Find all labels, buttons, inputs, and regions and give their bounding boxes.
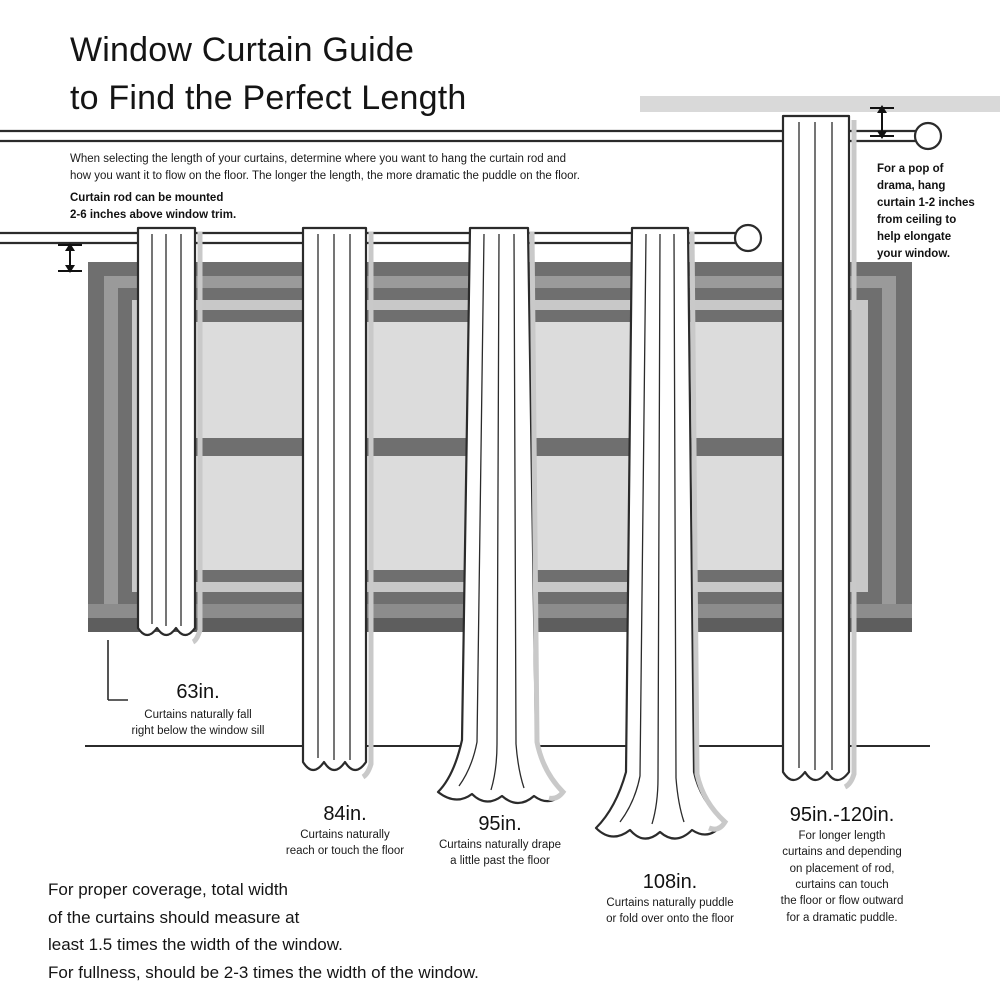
curtain-panel-63 [138,228,200,642]
rod-finial-top [915,123,941,149]
rod-mount-note: Curtain rod can be mounted 2-6 inches above window trim. [70,192,237,222]
ceiling-drama-note: For a pop of drama, hang curtain 1-2 inches from ceiling to help elongate your window. [877,163,975,261]
measurement-label-108: 108in. [642,871,698,893]
curtain-panel-84 [303,228,371,777]
measurement-desc-84: Curtains naturally reach or touch the floor [285,829,405,858]
measurement-desc-95: Curtains naturally drape a little past the floor [438,839,562,868]
measurement-label-95-120: 95in.-120in. [789,804,895,826]
curtain-panel-95-120 [783,116,854,787]
intro-paragraph: When selecting the length of your curtains, determine where you want to hang the curtain rod and how you want it to flow on the floor. The longer the length, the more dramatic the puddle on the floor. [70,153,580,183]
rod-height-arrow [58,243,82,273]
footer-note: For proper coverage, total width of the curtains should measure at least 1.5 times the width of the window. For fullness, should be 2-3 times the width of the window. [48,880,479,982]
page-title: Window Curtain Guide to Find the Perfect Length [70,31,467,118]
measurement-desc-108: Curtains naturally puddle or fold over onto the floor [606,897,734,926]
measurement-label-84: 84in. [323,803,367,825]
measurement-label-95: 95in. [478,813,522,835]
measurement-label-63: 63in. [176,681,220,703]
accent-bar [640,96,1000,112]
rod-finial-main [735,225,761,251]
measurement-desc-95-120: For longer length curtains and depending on placement of rod, curtains can touch the floor or flow outward for a dramatic puddle. [780,830,904,924]
measurement-desc-63: Curtains naturally fall right below the window sill [131,709,265,738]
